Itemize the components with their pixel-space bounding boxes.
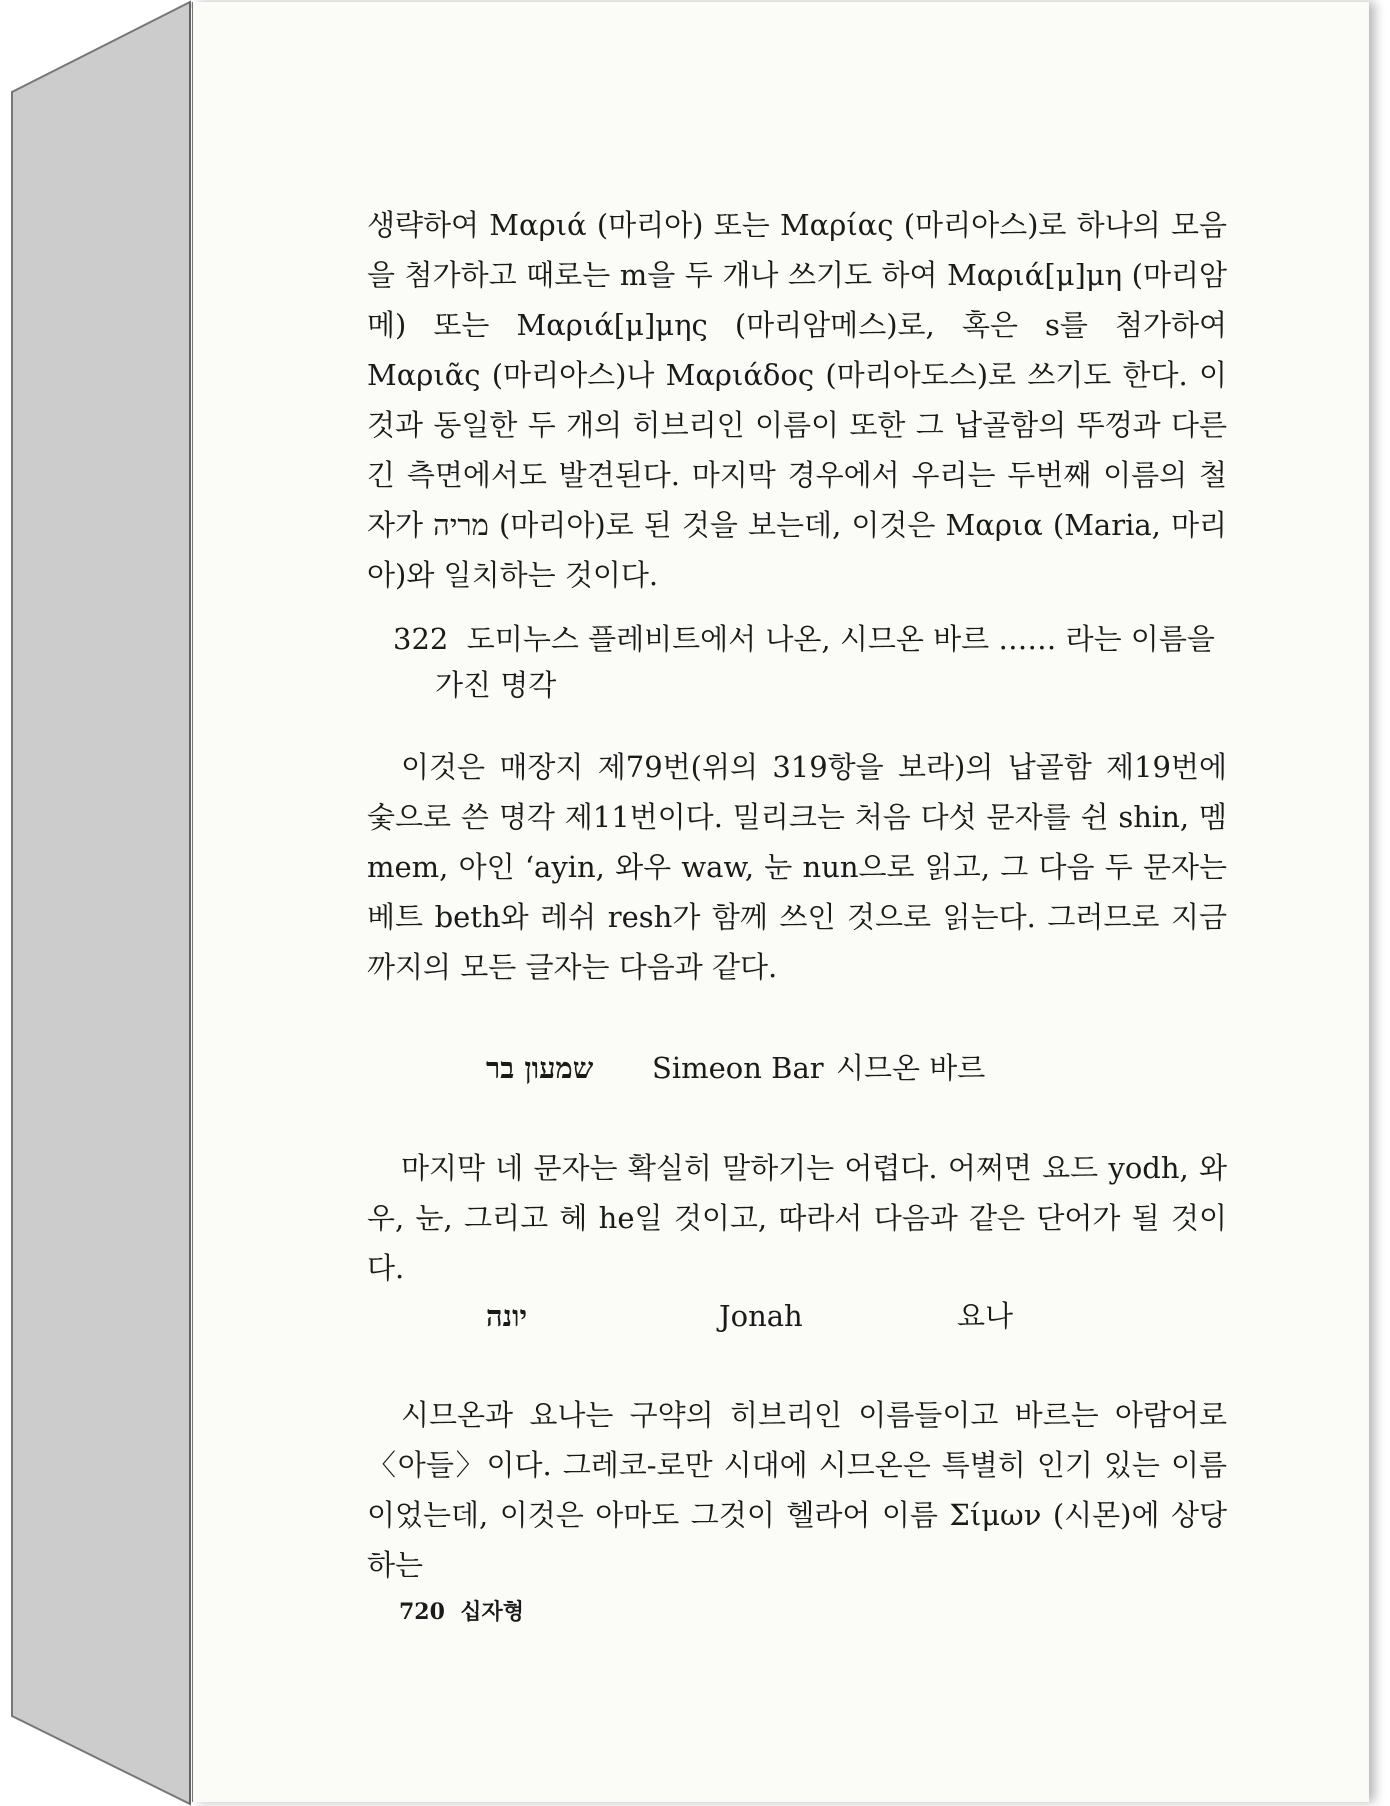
paragraph-text: 시므온과 요나는 구약의 히브리인 이름들이고 바르는 아람어로 〈아들〉이다. 그레코-로만 시대에 시므온은 특별히 인기 있는 이름이었는데, 이것은 아마도 그것이 헬라어 이름 Σίμων (시몬)에 상당하는	[367, 1398, 1227, 1582]
paragraph-last-letters	[367, 1143, 1227, 1293]
paragraph-text: 이것은 매장지 제79번(위의 319항을 보라)의 납골함 제19번에 숯으로 쓴 명각 제11번이다. 밀리크는 처음 다섯 문자를 쉰 shin, 멤 mem, 아인 ‘ayin, 와우 waw, 눈 nun으로 읽고, 그 다음 두 문자는 베트 beth와 레쉬 resh가 함께 쓰인 것으로 읽는다. 그러므로 지금까지의 모든 글자는 다음과 같다.	[367, 750, 1227, 984]
example-korean: 요나	[957, 1299, 1014, 1333]
paragraph-names	[367, 1390, 1227, 1590]
page-number: 720	[399, 1599, 445, 1625]
example-hebrew: שמעון בר	[486, 1051, 594, 1085]
paragraph-text: 마지막 네 문자는 확실히 말하기는 어렵다. 어쩌면 요드 yodh, 와우, 눈, 그리고 헤 he일 것이고, 따라서 다음과 같은 단어가 될 것이다.	[367, 1151, 1227, 1285]
page-footer	[399, 1595, 524, 1626]
example-hebrew: יונה	[486, 1299, 528, 1333]
example-english: Jonah	[719, 1299, 803, 1333]
example-english: Simeon Bar	[652, 1051, 824, 1085]
paragraph-inscription	[367, 742, 1227, 992]
paragraph-continuation	[367, 200, 1227, 600]
section-heading	[393, 616, 1227, 708]
section-number: 322	[393, 622, 449, 656]
paragraph-text: 생략하여 Μαριά (마리아) 또는 Μαρίας (마리아스)로 하나의 모음을 첨가하고 때로는 m을 두 개나 쓰기도 하여 Μαριά[μ]μη (마리암메) 또는 Μαριά[μ]μης (마리암메스)로, 혹은 s를 첨가하여 Μαριᾶς (마리아스)나 Μαριάδος (마리아도스)로 쓰기도 한다. 이것과 동일한 두 개의 히브리인 이름이 또한 그 납골함의 뚜껑과 다른 긴 측면에서도 발견된다. 마지막 경우에서 우리는 두번째 이름의 철자가 מריה (마리아)로 된 것을 보는데, 이것은 Μαρια (Maria, 마리아)와 일치하는 것이다.	[367, 208, 1227, 592]
example-korean: 시므온 바르	[836, 1051, 986, 1085]
running-title: 십자형	[460, 1599, 525, 1625]
section-heading-text	[393, 616, 1227, 708]
spine-face	[12, 2, 190, 1804]
section-title: 도미누스 플레비트에서 나온, 시므온 바르 …… 라는 이름을 가진 명각	[435, 622, 1215, 702]
